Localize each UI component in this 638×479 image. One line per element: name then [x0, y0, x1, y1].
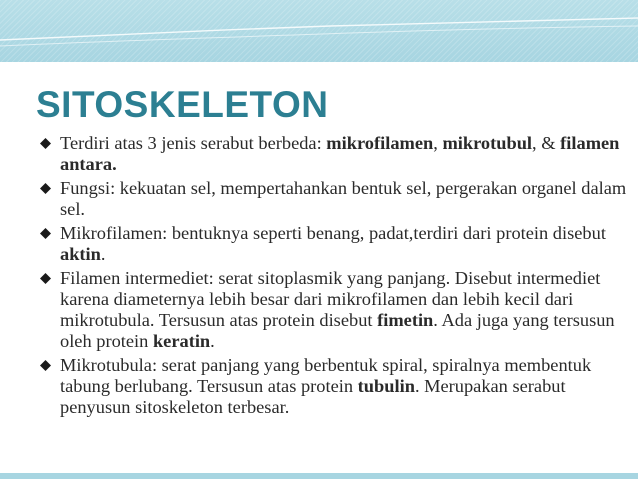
- diamond-bullet-icon: [40, 228, 51, 239]
- bullet-text: . Merupakan serabut penyusun sitoskeleton terbesar.: [60, 376, 566, 417]
- header-decoration-band: [0, 0, 638, 62]
- bold-term: keratin: [152, 331, 211, 351]
- bullet-text: , &: [532, 133, 561, 153]
- bullet-text: ,: [433, 133, 443, 153]
- bold-term: mikrotubul: [442, 133, 533, 153]
- slide-title: SITOSKELETON: [36, 84, 329, 125]
- diamond-bullet-icon: [40, 273, 51, 284]
- bullet-item: [38, 223, 628, 265]
- bold-term: tubulin: [357, 376, 415, 396]
- bullet-text: Terdiri atas 3 jenis serabut berbeda:: [60, 133, 327, 153]
- bold-term: aktin: [60, 244, 101, 264]
- bullet-text: Filamen intermediet: serat sitoplasmik yang panjang. Disebut intermediet karena diameternya lebih besar dari mikrofilamen dan lebih kecil dari mikrotubula. Tersusun atas protein disebut: [60, 268, 601, 330]
- diamond-bullet-icon: [40, 183, 51, 194]
- bullet-text: . Ada juga yang tersusun oleh protein: [60, 310, 615, 351]
- bold-term: filamen antara.: [60, 133, 620, 174]
- bullet-text: Fungsi: kekuatan sel, mempertahankan bentuk sel, pergerakan organel dalam sel.: [60, 178, 627, 219]
- bold-term: fimetin: [377, 310, 434, 330]
- diamond-bullet-icon: [40, 138, 51, 149]
- bullet-item: [38, 355, 628, 418]
- wave-decoration: [0, 0, 638, 62]
- bullet-list: [38, 133, 628, 421]
- bold-term: mikrofilamen: [326, 133, 434, 153]
- bullet-item: [38, 133, 628, 175]
- bullet-item: [38, 268, 628, 352]
- bullet-text: .: [210, 331, 215, 351]
- bullet-text: .: [100, 244, 106, 264]
- diamond-bullet-icon: [40, 360, 51, 371]
- bullet-text: Mikrotubula: serat panjang yang berbentuk spiral, spiralnya membentuk tabung berlubang. Tersusun atas protein: [60, 355, 592, 396]
- bullet-item: [38, 178, 628, 220]
- footer-decoration-band: [0, 473, 638, 479]
- bullet-text: Mikrofilamen: bentuknya seperti benang, padat,terdiri dari protein disebut: [60, 223, 606, 243]
